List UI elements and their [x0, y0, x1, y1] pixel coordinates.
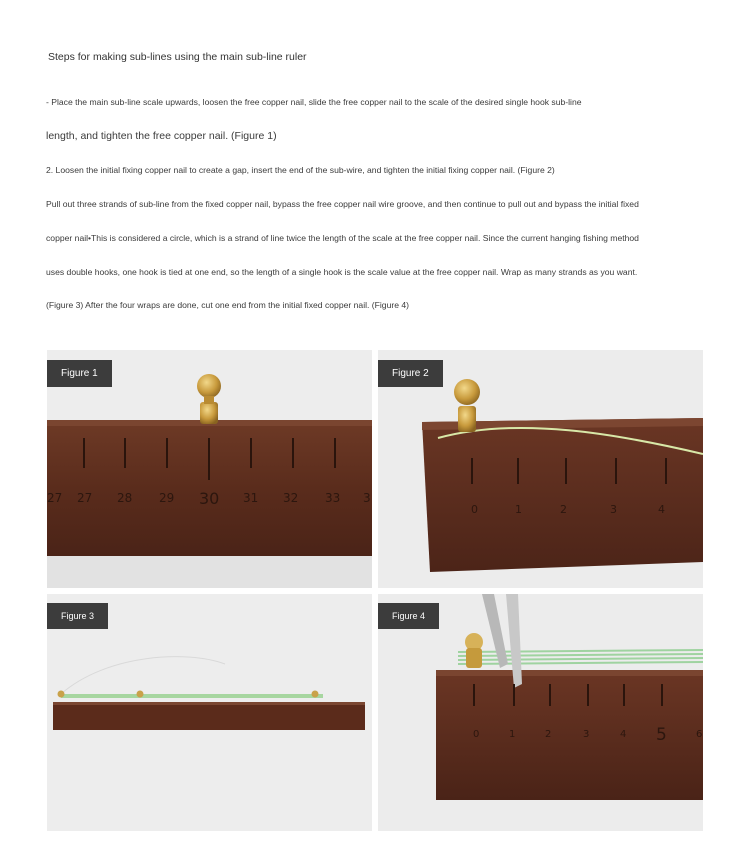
paragraph-2: length, and tighten the free copper nail. (Figure 1) [46, 130, 277, 142]
tick-label: 0 [473, 729, 480, 740]
tick-label: 2 [545, 729, 552, 740]
tick-label: 32 [283, 491, 299, 505]
paragraph-1: - Place the main sub-line scale upwards, loosen the free copper nail, slide the free copper nail to the scale of the desired single hook sub-line [46, 97, 582, 107]
ruler-wood [53, 702, 365, 730]
figure-2-label: Figure 2 [378, 360, 443, 387]
sub-line [61, 694, 323, 698]
tick-label: 5 [656, 725, 667, 745]
paragraph-7: (Figure 3) After the four wraps are done, cut one end from the initial fixed copper nail. (Figure 4) [46, 300, 410, 310]
paragraph-6: uses double hooks, one hook is tied at one end, so the length of a single hook is the scale value at the free copper nail. Wrap as many strands as you want. [46, 267, 638, 277]
tick-label: 4 [658, 503, 665, 516]
figure-4-label: Figure 4 [378, 603, 439, 629]
figure-4 [378, 594, 703, 831]
figure-4-photo [378, 594, 703, 831]
figure-1-label: Figure 1 [47, 360, 112, 387]
tick-label: 27 [77, 491, 93, 505]
tick-label: 33 [325, 491, 341, 505]
tick-label: 3 [583, 729, 590, 740]
figure-2 [378, 350, 703, 588]
tick-label: 1 [515, 503, 522, 516]
copper-nail-icon [465, 633, 483, 668]
tick-label: 0 [471, 503, 478, 516]
paragraph-3: 2. Loosen the initial fixing copper nail to create a gap, insert the end of the sub-wire, and tighten the initial fixing copper nail. (Figure 2) [46, 165, 555, 175]
tick-label: 31 [243, 491, 259, 505]
figure-3-photo [47, 594, 372, 831]
figure-3-label: Figure 3 [47, 603, 108, 629]
tick-label: 4 [620, 729, 627, 740]
tick-label: 6 [696, 729, 703, 740]
paragraph-4: Pull out three strands of sub-line from the fixed copper nail, bypass the free copper nail wire groove, and then continue to pull out and bypass the initial fixed [46, 199, 639, 209]
figure-3 [47, 594, 372, 831]
tick-label: 2 [560, 503, 567, 516]
tick-label: 1 [509, 729, 516, 740]
tick-label: 3 [610, 503, 617, 516]
tick-label: 29 [159, 491, 175, 505]
figure-1 [47, 350, 372, 588]
document-title: Steps for making sub-lines using the main sub-line ruler [48, 51, 307, 63]
tick-label: 30 [199, 489, 220, 508]
paragraph-5: copper nail•This is considered a circle, which is a strand of line twice the length of the scale at the free copper nail. Since the current hanging fishing method [46, 233, 639, 243]
tick-label: 27 [47, 491, 63, 505]
tick-label: 28 [117, 491, 133, 505]
ruler-wood [422, 418, 703, 572]
tick-label: 3 [363, 491, 371, 505]
